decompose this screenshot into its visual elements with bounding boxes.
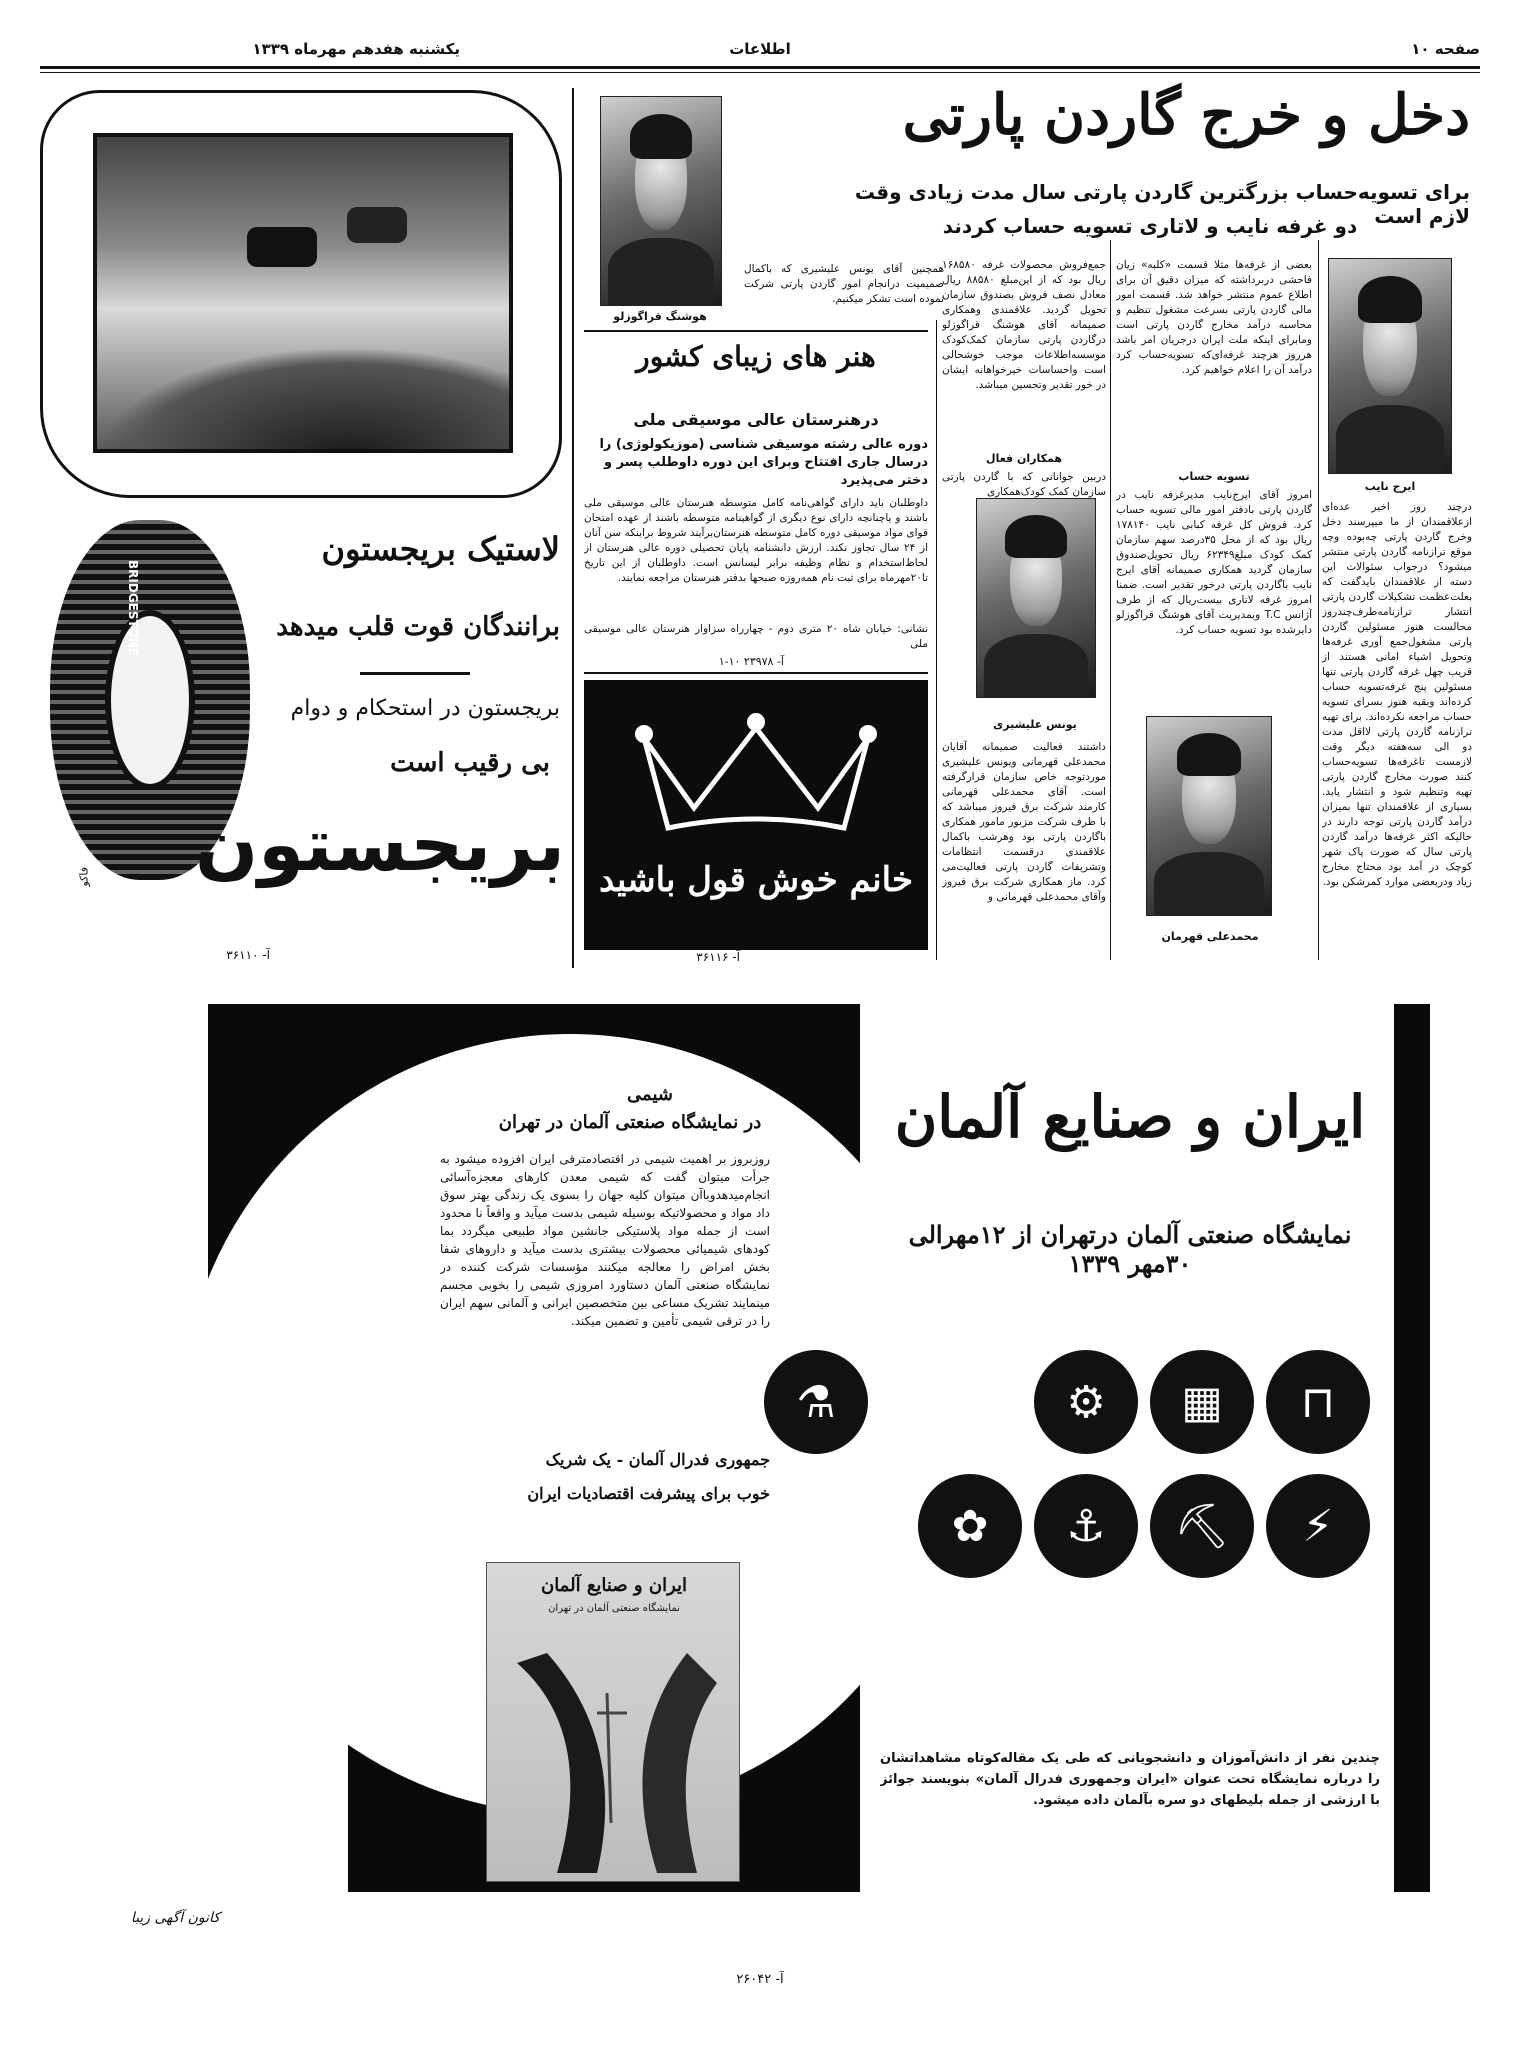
header-rule-thin — [40, 72, 1480, 73]
essay-contest-text: چندین نفر از دانش‌آموزان و دانشجویانی که طی یک مقاله‌کوتاه مشاهداتشان را درباره نمایشگاه تحت عنوان «ایران وجمهوری فدرال آلمان» بنویسند جوائز با ارزشی از جمله بلیطهای دو سره بآلمان داده میشود. — [880, 1751, 1380, 1808]
mining-icon: ⛏ — [1150, 1474, 1254, 1578]
fine-arts-lead: دوره عالی رشته موسیقی شناسی (موزیکولوژی) را درسال جاری افتتاح وبرای این دوره داوطلب پسر و دختر می‌پذیرد — [599, 437, 928, 488]
artist-signature: فاکو — [77, 866, 91, 887]
transport-icon: ⚓ — [1034, 1474, 1138, 1578]
circle-signature: جمهوری فدرال آلمان - یک شریک — [545, 1450, 770, 1469]
fine-arts-code: آ- ۲۳۹۷۸ ۱۰-۱ — [718, 655, 784, 668]
exhibition-poster — [486, 1562, 740, 1882]
col-2-subhead: تسویه حساب — [1178, 470, 1250, 483]
garden-party-headline: دخل و خرج گاردن پارتی — [902, 82, 1470, 148]
german-ad-title: ایران و صنایع آلمان — [894, 1083, 1366, 1151]
column-divider — [572, 88, 574, 968]
circle-small-title: شیمی — [627, 1084, 673, 1105]
crown-ad-code: آ- ۳۶۱۱۶ — [696, 950, 740, 964]
tire-headline: لاستیک بریجستون — [321, 530, 560, 568]
fine-arts-address: نشانی: خیابان شاه ۲۰ متری دوم - چهارراه سزاوار هنرستان عالی موسیقی ملی — [584, 623, 928, 650]
fine-arts-body: داوطلبان باید دارای گواهی‌نامه کامل متوسطه هنرستان عالی موسیقی ملی باشند و یاچنانچه دارای نوع دیگری از گواهینامه متوسطه باشند از عهده امتحان قوای مواد موسیقی دوره کامل متوسطه هنرستان‌برآیند شروط براینکه سن آنان از ۲۴ سال تجاوز نکند. ارزش دانشنامه پایان تحصیلی دوره عالی هنرستان از لحاظ‌استخدام و نظام وظیفه برابر لیسانس است. داوطلبان از این تاریخ تا۲۰مهرماه برای ثبت نام همه‌روزه صبحها بدفتر هنرستان مراجعه نمایند. — [584, 497, 928, 584]
car-illustration-frame — [40, 90, 562, 498]
portrait-younes — [976, 498, 1096, 698]
col-3-subhead: همکاران فعال — [986, 452, 1062, 465]
tire-line-4: بی رقیب است — [390, 748, 550, 778]
tire-ad-code: آ- ۳۶۱۱۰ — [226, 948, 270, 962]
textile-icon: ▦ — [1150, 1350, 1254, 1454]
garden-party-col-2-more: امروز آقای ایرج‌نایب مدیرغرفه نایب در گاردن پارتی بادفتر امور مالی تسویه حساب کرد. فروش کل غرفه کبابی نایب ۱۷۸۱۴۰ ریال بود که از محل ۳۵درصد سهم سازمان کمک کودک مبلغ۶۲۳۴۹ ریال تحویل‌صندوق سازمان گردید همکاری صمیمانه آقای ایرج نایب باگاردن پارتی درخور تقدیر است. ضمنا امروز غرفه لاتاری بیست‌ریال که از طرف آژانس T.C وبمدیریت آقای هوشنگ قراگوزلو دایرشده بود تسویه حساب کرد. — [1116, 489, 1312, 636]
crown-slogan: خانم خوش قول باشید — [598, 860, 913, 900]
measuring-icon: ⊓ — [1266, 1350, 1370, 1454]
caption-iraj: ایرج نایب — [1364, 480, 1416, 493]
tire-sidewall-text: BRIDGESTONE — [126, 560, 140, 657]
tire-divider — [360, 672, 470, 675]
german-ad-code: آ- ۲۶۰۴۲ — [736, 1972, 784, 1987]
caption-mohammadali: محمدعلی قهرمان — [1161, 930, 1259, 943]
garden-party-col-1: درچند روز اخیر عده‌ای ازعلاقمندان از ما میپرسند دخل وخرج گاردن پارتی چه‌بوده وچه موقع ترازنامه گاردن پارتی منتشر میشود؟ درجواب سئوالات این دسته از علاقمندان بایدگفت که بعلت‌عظمت تشکیلات گاردن پارتی انتشار ترازنامه‌طرف‌چندروز محالست هنوز مسئولین گاردن پارتی مشغول‌جمع آوری غرفه‌ها وتحویل اشیاء امانی هستند از قریب چهل غرفه گاردن پارتی تنها مسئولین پنج غرفه‌تسویه حساب کرده‌اند وبقیه هنوز بسرای تسویه حساب مراجعه نکرده‌اند. برای تهیه ترازنامه گاردن پارتی لااقل مدت دو الی سه‌هفته دیگر وقت لازمست تاغرفه‌ها تسویه‌حساب کنند صورت مخارج گاردن پارتی تهیه وتنظیم شود و انتشار یابد. بسیاری از علاقمندان تنها بمیزان درآمد گاردن پارتی توجه دارند در حالیکه اکثر غرفه‌ها درآمد گاردن پارتی سال که صورت پاک شهر کوچک در آمد بود محتاج مخارج زیاد ودربعضی موارد کمرشکن بود. — [1322, 501, 1472, 888]
garden-party-col-3-more: دربین جوانانی که با گاردن پارتی سازمان کمک کودک‌همکاری — [942, 471, 1106, 498]
german-ad-subtitle: نمایشگاه صنعتی آلمان درتهران از ۱۲مهرالی ۳۰مهر ۱۳۳۹ — [908, 1220, 1352, 1278]
garden-party-subhead-1: برای تسویه‌حساب بزرگترین گاردن پارتی سال مدت زیادی وقت لازم است — [854, 180, 1470, 228]
fine-arts-title: هنر های زیبای کشور — [636, 340, 876, 373]
garden-party-col-3: جمع‌فروش محصولات غرفه ۱۶۸۵۸۰ ریال بود که از این‌مبلغ ۸۸۵۸۰ ریال معادل نصف فروش بصندوق سازمان تحویل گردید. علاقمندی وهمکاری صمیمانه آقای هوشنگ قراگوزلو درگاردن پارتی سازمان کمک‌کودک موسسه‌اطلاعات موجب خوشحالی است واحساسات خیرخواهانه ایشان در خور تقدیر وتحسین میباشد. — [942, 259, 1106, 391]
car-icon — [247, 227, 317, 267]
portrait-iraj — [1328, 258, 1452, 474]
fine-arts-subtitle: درهنرستان عالی موسیقی ملی — [633, 410, 879, 429]
circle-title: در نمایشگاه صنعتی آلمان در تهران — [498, 1112, 762, 1133]
garden-party-subhead-2: دو غرفه نایب و لاتاری تسویه حساب کردند — [942, 214, 1358, 238]
crown-icon — [624, 698, 888, 838]
caption-hooshang: هوشنگ قراگوزلو — [613, 310, 707, 323]
portrait-hooshang — [600, 96, 722, 306]
chemistry-icon: ⚗ — [764, 1350, 868, 1454]
crown-ad — [584, 680, 928, 950]
issue-date: یکشنبه هفدهم مهرماه ۱۳۳۹ — [252, 40, 460, 58]
circle-tagline: خوب برای پیشرفت اقتصادیات ایران — [527, 1484, 770, 1503]
poster-subtitle: نمایشگاه صنعتی آلمان در تهران — [548, 1603, 680, 1614]
machine-icon: ⚙ — [1034, 1350, 1138, 1454]
electricity-icon: ⚡ — [1266, 1474, 1370, 1578]
agriculture-icon: ✿ — [918, 1474, 1022, 1578]
garden-party-col-2: بعضی از غرفه‌ها مثلا قسمت «کلبه» زیان فاحشی دربرداشته که میزان دقیق آن برای اطلاع عموم منتشر خواهد شد. قسمت امور مالی گاردن پارتی بسرعت مشغول تنظیم و محاسبه درآمد مخارج گاردن پارتی است ومابرای اینکه ملت ایران درجریان امر باشد هرروز هرچند غرفه‌ای‌که تسویه‌حساب کرد درآمد آن را اعلام خواهیم کرد. — [1116, 259, 1312, 376]
caption-younes: یونس علیشیری — [993, 718, 1077, 731]
page-number: صفحه ۱۰ — [1411, 40, 1480, 58]
thanks-note: همچنین آقای یونس علیشیری که باکمال صمیمیت درانجام امور گاردن پارتی شرکت نموده است تشکر میکنیم. — [744, 263, 944, 305]
car-windshield-illustration — [93, 133, 513, 453]
header-rule — [40, 66, 1480, 69]
tire-line-3: بریجستون در استحکام و دوام — [290, 696, 560, 721]
flame-shapes-icon — [487, 1623, 741, 1883]
newspaper-name: اطلاعات — [729, 40, 791, 58]
tire-line-2: برانندگان قوت قلب میدهد — [276, 612, 560, 642]
poster-title: ایران و صنایع آلمان — [540, 1575, 688, 1596]
agency-signature: کانون آگهی زیبا — [130, 1910, 220, 1926]
portrait-mohammadali — [1146, 716, 1272, 916]
bridgestone-logo: بریجستون — [195, 802, 565, 888]
garden-party-col-3-bottom: داشتند فعالیت صمیمانه آقایان محمدعلی قهرمانی ویونس علیشیری موردتوجه خاص سازمان قرارگرفته است. آقای محمدعلی قهرمانی کارمند شرکت برق فیروز میباشد که با طرف شرکت مزبور مامور همکاری باگاردن پارتی بود وهرشب باکمال علاقمندی درقسمت انتظامات وتشریفات گاردن پارتی فعالیت‌می کرد. ماز همکاری شرکت برق فیروز وآقای محمدعلی قهرمانی و — [942, 741, 1106, 903]
circle-body: روزبروز بر اهمیت شیمی در اقتصادمترقی ایران افزوده میشود به جرأت میتوان گفت که شیمی معدن کارهای معجزه‌آسائی انجام‌میدهدو‌باآن میتوان کلیه جهان را بسوی یک زندگی بهتر سوق داد مواد و محصولاتیکه بوسیله شیمی بدست میآید و واقعاً نا محدود است از جمله مواد پلاستیکی جانشین مواد طبیعی میگردد بما کودهای شیمیائی محصولات بیشتری بدست میآید و داروهای شفا بخش امراض را معالجه میکنند مؤسسات شرکت کننده در نمایشگاه صنعتی آلمان دستاورد امروزی شیمی را بخوبی مجسم مینمایند تشریک مساعی بین متخصصین ایرانی و آلمانی سهم ایران را در ترقی شیمی تأمین و تضمین میکند. — [440, 1152, 770, 1328]
